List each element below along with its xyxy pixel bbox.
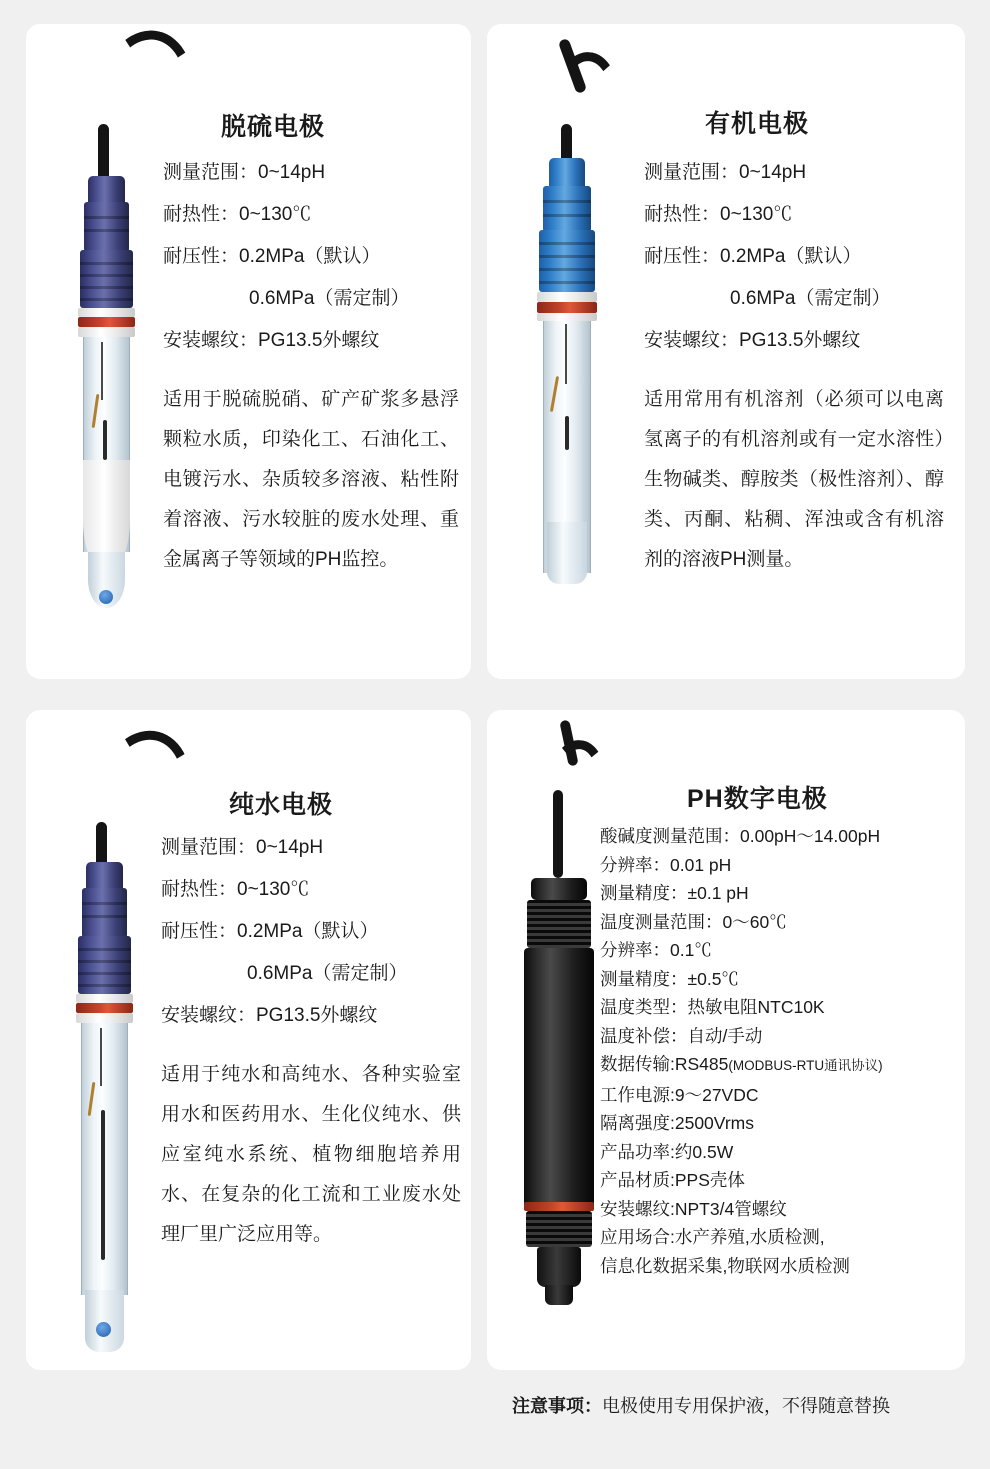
cable-segment	[98, 124, 109, 184]
spec-list-organic	[644, 152, 954, 362]
spec-line: 耐压性：0.2MPa（默认）	[163, 246, 381, 267]
spec-text-protocol: (MODBUS-RTU通讯协议)	[728, 1058, 883, 1073]
thread-band	[526, 1211, 592, 1247]
card-title-organic: 有机电极	[705, 110, 810, 138]
inner-wire	[101, 342, 103, 400]
card-title-desulfurization: 脱硫电极	[221, 113, 326, 141]
connector-tip	[545, 1285, 573, 1305]
spec-line: 0.6MPa（需定制）	[249, 288, 410, 309]
cap-top	[549, 158, 585, 188]
spec-line-transmission	[600, 1050, 960, 1081]
spec-line: 0.6MPa（需定制）	[730, 288, 891, 309]
spec-text: 数据传输:RS485	[600, 1054, 729, 1074]
cap-ring	[80, 274, 133, 277]
spec-line: 测量范围：0~14pH	[163, 162, 326, 183]
cap-ring	[84, 216, 129, 219]
white-ring	[537, 313, 597, 321]
description-pure-water: 适用于纯水和高纯水、各种实验室用水和医药用水、生化仪纯水、供应室纯水系统、植物细胞培养用水、在复杂的化工流和工业废水处理厂里广泛应用等。	[161, 1064, 461, 1245]
spec-line: 工作电源:9～27VDC	[600, 1084, 759, 1105]
spec-line: 耐热性：0~130℃	[163, 204, 312, 225]
cap-top	[88, 176, 125, 204]
spec-line: 产品功率:约0.5W	[600, 1141, 734, 1162]
cap-body	[84, 202, 129, 252]
white-ring	[76, 994, 133, 1003]
inner-element	[103, 420, 107, 460]
cap-ring	[539, 281, 595, 284]
cap-ring	[84, 229, 129, 232]
glass-tip	[547, 522, 587, 584]
cap-ring	[539, 268, 595, 271]
card-title-pure-water: 纯水电极	[229, 791, 334, 819]
spec-line: 测量范围：0~14pH	[161, 837, 324, 858]
cap-top	[86, 862, 123, 890]
cap-ring	[82, 902, 127, 905]
spec-line: 分辨率：0.01 pH	[600, 854, 732, 875]
red-seal-ring	[78, 317, 135, 327]
cap-ring	[78, 972, 131, 975]
spec-list-desulfurization	[163, 152, 453, 362]
sensor-tip-dot	[99, 590, 113, 604]
cap-ring	[543, 200, 591, 203]
spec-line: 温度类型：热敏电阻NTC10K	[600, 997, 825, 1017]
cap-ring	[82, 915, 127, 918]
spec-line: 0.6MPa（需定制）	[247, 963, 408, 984]
white-ring	[78, 327, 135, 337]
spec-list-pure-water	[161, 827, 461, 1037]
red-seal-ring	[76, 1003, 133, 1013]
inner-element	[565, 416, 569, 450]
spec-line: 应用场合:水产养殖,水质检测,	[600, 1227, 825, 1247]
cap-ring	[80, 286, 133, 289]
footer-note-label: 注意事项：	[512, 1396, 602, 1416]
white-ring	[78, 308, 135, 317]
card-digital-ph-electrode	[487, 710, 965, 1370]
cable-segment	[553, 790, 563, 878]
spec-line: 耐压性：0.2MPa（默认）	[644, 246, 862, 267]
spec-line: 信息化数据采集,物联网水质检测	[600, 1255, 850, 1276]
inner-wire	[100, 1028, 102, 1086]
sensor-tip-dot	[96, 1322, 111, 1337]
spec-list-digital	[600, 822, 960, 1280]
footer-note	[512, 1392, 890, 1418]
inner-element	[101, 1110, 105, 1260]
cap-body	[82, 888, 127, 938]
red-seal-ring	[537, 302, 597, 313]
cap-ring	[80, 298, 133, 301]
card-pure-water-electrode	[26, 710, 471, 1370]
spec-line: 测量精度：±0.1 pH	[600, 883, 749, 903]
spec-line: 酸碱度测量范围：0.00pH～14.00pH	[600, 826, 881, 846]
spec-line: 隔离强度:2500Vrms	[600, 1113, 754, 1133]
white-ring	[76, 1013, 133, 1023]
card-title-digital: PH数字电极	[687, 785, 828, 813]
spec-line: 测量精度：±0.5℃	[600, 968, 739, 989]
description-desulfurization: 适用于脱硫脱硝、矿产矿浆多悬浮颗粒水质，印染化工、石油化工、电镀污水、杂质较多溶液、粘性附着溶液、污水较脏的废水处理、重金属离子等领域的PH监控。	[163, 389, 459, 570]
cap-ring	[80, 262, 133, 265]
cap-ring	[78, 948, 131, 951]
inner-wire	[565, 324, 567, 384]
connector	[537, 1247, 581, 1287]
spec-line: 产品材质:PPS壳体	[600, 1170, 745, 1190]
footer-note-text: 电极使用专用保护液，不得随意替换	[602, 1396, 890, 1416]
cap-ring	[78, 984, 131, 987]
spec-line: 分辨率：0.1℃	[600, 940, 712, 960]
spec-line: 安装螺纹：PG13.5外螺纹	[161, 1005, 378, 1026]
cap-ring	[539, 255, 595, 258]
housing-body	[524, 948, 594, 1210]
red-seal-ring	[524, 1202, 594, 1211]
description-organic: 适用常用有机溶剂（必须可以电离氢离子的有机溶剂或有一定水溶性）生物碱类、醇胺类（极性溶剂）、醇类、丙酮、粘稠、浑浊或含有机溶剂的溶液PH测量。	[644, 389, 944, 570]
white-ring	[537, 292, 597, 302]
spec-line: 测量范围：0~14pH	[644, 162, 807, 183]
cap-ring	[539, 242, 595, 245]
spec-line: 安装螺纹：PG13.5外螺纹	[163, 330, 380, 351]
spec-line: 温度补偿：自动/手动	[600, 1025, 763, 1046]
card-desulfurization-electrode	[26, 24, 471, 679]
spec-line: 安装螺纹:NPT3/4管螺纹	[600, 1198, 787, 1219]
spec-line: 温度测量范围：0～60℃	[600, 911, 787, 932]
cap-body	[543, 186, 591, 232]
thread-band	[527, 900, 591, 948]
spec-line: 耐热性：0~130℃	[161, 879, 310, 900]
cap-ring	[543, 214, 591, 217]
card-organic-electrode	[487, 24, 965, 679]
cap-ring	[78, 960, 131, 963]
spec-line: 安装螺纹：PG13.5外螺纹	[644, 330, 861, 351]
spec-line: 耐压性：0.2MPa（默认）	[161, 921, 379, 942]
housing-top	[531, 878, 587, 900]
glass-tip	[85, 1290, 124, 1352]
spec-line: 耐热性：0~130℃	[644, 204, 793, 225]
